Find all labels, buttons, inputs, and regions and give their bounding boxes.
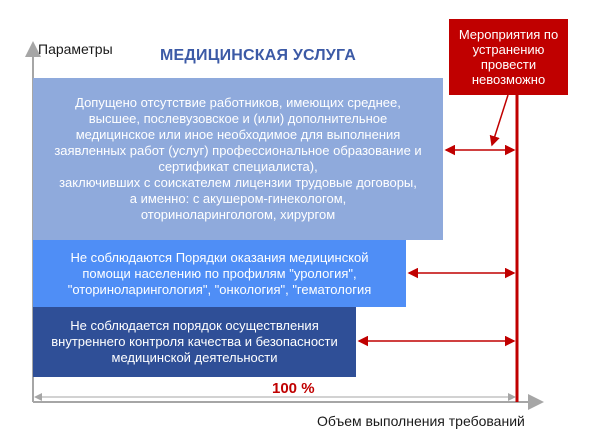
- x-axis-label: Объем выполнения требований: [317, 413, 525, 429]
- violation-bar-quality-control: [33, 307, 356, 377]
- violation-bar-procedures: [33, 240, 406, 307]
- threshold-box: [449, 19, 568, 95]
- box-pointer-arrow: [492, 95, 508, 145]
- violation-bar-quality-control-text: Не соблюдается порядок осуществления внутреннего контроля качества и безопасности медицинской деятельности: [51, 318, 338, 365]
- violation-bar-procedures-text: Не соблюдаются Порядки оказания медицинской помощи населению по профилям "урология", "оториноларингология", "онкология", "гематология: [67, 249, 372, 297]
- violation-bar-staffing-text: Допущено отсутствие работников, имеющих среднее, высшее, послевузовское и (или) дополнительное медицинское или иное необходимое для выполнения заявленных работ (услуг) профессиональное образование и сертификат специалиста), заключивших с соискателем лицензии трудовые договоры, а именно: с акушером-гинекологом, оториноларингологом, хирургом: [54, 95, 422, 222]
- diagram-title: МЕДИЦИНСКАЯ УСЛУГА: [160, 47, 356, 64]
- y-axis-label: Параметры: [38, 41, 113, 57]
- violation-bar-staffing: [33, 78, 443, 240]
- threshold-box-text: Мероприятия по устранению провести невозможно: [458, 27, 559, 87]
- threshold-percent-label: 100 %: [272, 380, 315, 397]
